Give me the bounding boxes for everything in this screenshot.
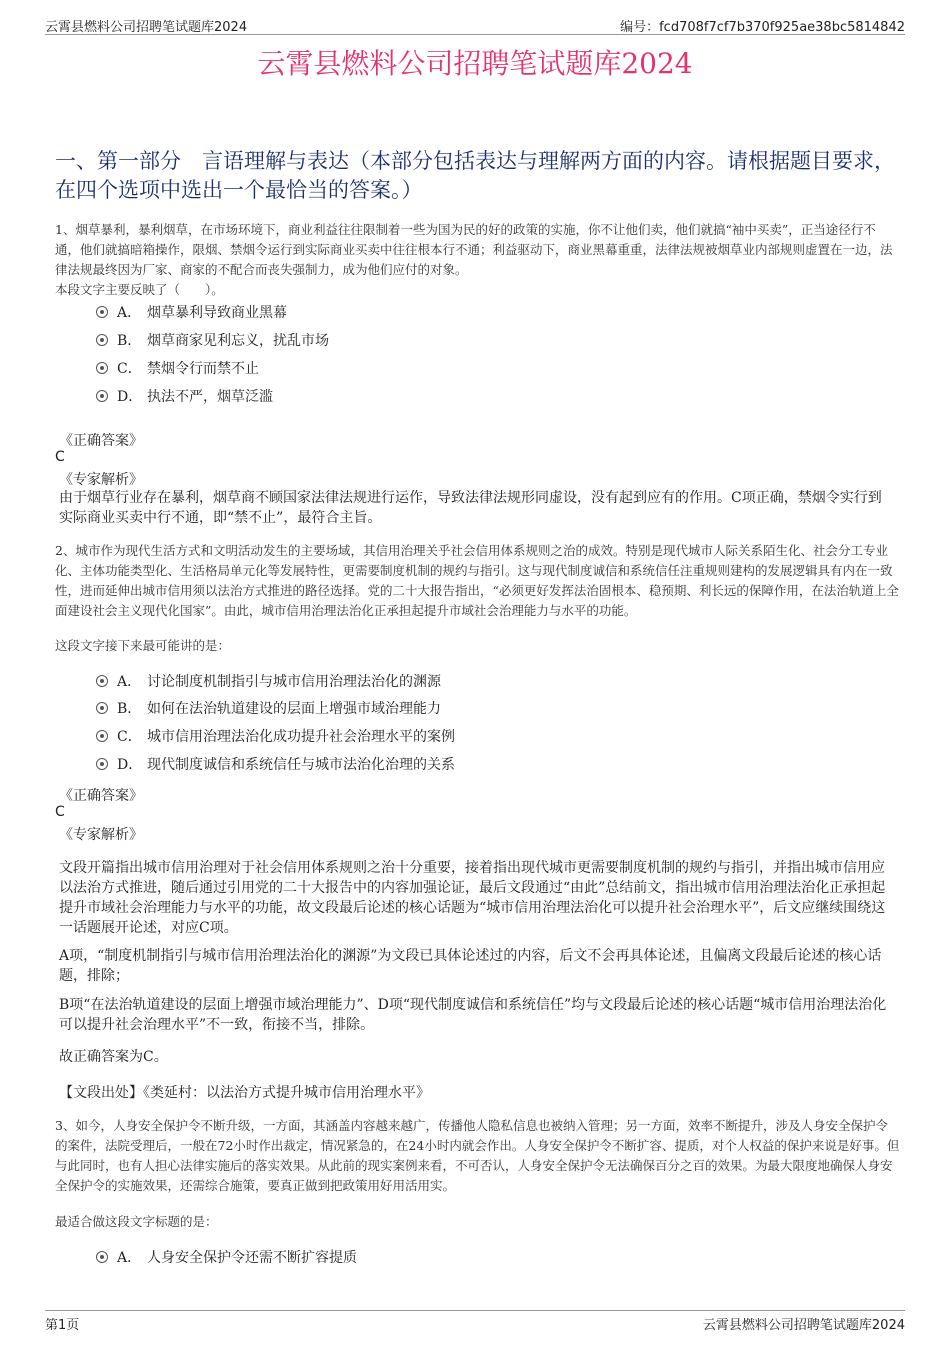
option-letter: D．: [117, 757, 143, 773]
q2-option-c[interactable]: [96, 727, 455, 747]
radio-icon[interactable]: [96, 362, 108, 374]
q2-option-d[interactable]: [96, 755, 455, 775]
q1-analysis-tag: 《专家解析》: [59, 472, 143, 488]
option-text: 烟草暴利导致商业黑幕: [147, 305, 287, 321]
option-text: 城市信用治理法治化成功提升社会治理水平的案例: [147, 729, 455, 745]
q2-analysis-paragraph: A项，“制度机制指引与城市信用治理法治化的渊源”为文段已具体论述过的内容，后文不会再具体论述，且偏离文段最后论述的核心话题，排除；: [59, 948, 882, 984]
radio-icon[interactable]: [96, 702, 108, 714]
question-3-text: 3、如今，人身安全保护令不断升级，一方面，其涵盖内容越来越广，传播他人隐私信息也被纳入管理；另一方面，效率不断提升，涉及人身安全保护令的案件，法院受理后，一般在72小时作出裁定，情况紧急的，在24小时内就会作出。人身安全保护令不断扩容、提质，对个人权益的保护来说是好事。但与此同时，也有人担心法律实施后的落实效果。从此前的现实案例来看，不可否认，人身安全保护令无法确保百分之百的效果。为最大限度地确保人身安全保护令的实施效果，还需综合施策，要真正做到把政策用好用活用实。: [55, 1118, 900, 1193]
q2-option-b[interactable]: [96, 699, 441, 719]
q1-analysis: 由于烟草行业存在暴利，烟草商不顾国家法律法规进行运作，导致法律法规形同虚设，没有起到应有的作用。C项正确，禁烟令实行到实际商业买卖中行不通，即“禁不止”，最符合主旨。: [59, 490, 882, 526]
page-header: [45, 14, 905, 35]
option-letter: A．: [117, 674, 142, 690]
option-letter: C．: [117, 361, 142, 377]
header-doc-title: 云霄县燃料公司招聘笔试题库2024: [45, 20, 248, 35]
header-doc-number: 编号：fcd708f7cf7b370f925ae38bc5814842: [620, 20, 905, 35]
radio-icon[interactable]: [96, 334, 108, 346]
q2-analysis-paragraph: 故正确答案为C。: [59, 1049, 168, 1065]
q2-analysis-paragraph: B项“在法治轨道建设的层面上增强市域治理能力”、D项“现代制度诚信和系统信任”均与文段最后论述的核心话题“城市信用治理法治化可以提升社会治理水平”不一致，衔接不当，排除。: [59, 997, 887, 1033]
q2-analysis-paragraph: 文段开篇指出城市信用治理对于社会信用体系规则之治十分重要，接着指出现代城市更需要制度机制的规约与指引，并指出城市信用应以法治方式推进，随后通过引用党的二十大报告中的内容加强论证，最后文段通过“由此”总结前文，指出城市信用治理法治化正承担起提升市域社会治理能力与水平的功能，故文段最后论述的核心话题为“城市信用治理法治化可以提升社会治理水平”，后文应继续围绕这一话题展开论述，对应C项。: [59, 860, 886, 936]
radio-icon[interactable]: [96, 1251, 108, 1263]
option-text: 烟草商家见利忘义，扰乱市场: [147, 333, 329, 349]
page-number: 第1页: [45, 1318, 80, 1333]
question-1-prompt: 本段文字主要反映了（ ）。: [55, 282, 224, 297]
q1-answer-tag: 《正确答案》: [59, 433, 143, 449]
q3-option-a[interactable]: [96, 1248, 357, 1268]
option-text: 执法不严，烟草泛滥: [147, 389, 273, 405]
option-text: 禁烟令行而禁不止: [147, 361, 259, 377]
q2-answer-tag: 《正确答案》: [59, 788, 143, 804]
option-text: 如何在法治轨道建设的层面上增强市域治理能力: [147, 701, 441, 717]
radio-icon[interactable]: [96, 730, 108, 742]
option-text: 讨论制度机制指引与城市信用治理法治化的渊源: [147, 674, 441, 690]
option-text: 现代制度诚信和系统信任与城市法治化治理的关系: [147, 757, 455, 773]
radio-icon[interactable]: [96, 758, 108, 770]
footer-doc-title: 云霄县燃料公司招聘笔试题库2024: [702, 1318, 905, 1333]
q1-option-c[interactable]: [96, 359, 259, 379]
question-2-text: 2、城市作为现代生活方式和文明活动发生的主要场域，其信用治理关乎社会信用体系规则之治的成效。特别是现代城市人际关系陌生化、社会分工专业化、主体功能类型化、生活格局单元化等发展特性，更需要制度机制的规约与指引。这与现代制度诚信和系统信任注重规则建构的发展逻辑具有内在一致性，进而延伸出城市信用须以法治方式推进的路径选择。党的二十大报告指出，“必须更好发挥法治固根本、稳预期、利长远的保障作用，在法治轨道上全面建设社会主义现代化国家”。由此，城市信用治理法治化正承担起提升市域社会治理能力与水平的功能。: [55, 543, 899, 618]
option-letter: A．: [117, 1250, 142, 1266]
option-letter: B．: [117, 333, 142, 349]
q2-answer: C: [55, 804, 65, 820]
q1-option-a[interactable]: [96, 303, 287, 323]
q2-source: 【文段出处】《类延村：以法治方式提升城市信用治理水平》: [59, 1085, 430, 1101]
q1-option-b[interactable]: [96, 331, 329, 351]
section-heading: 一、第一部分 言语理解与表达（本部分包括表达与理解两方面的内容。请根据题目要求，在四个选项中选出一个最恰当的答案。）: [55, 149, 895, 202]
radio-icon[interactable]: [96, 390, 108, 402]
page-footer: [45, 1310, 905, 1333]
page-title: 云霄县燃料公司招聘笔试题库2024: [257, 47, 693, 80]
option-letter: B．: [117, 701, 142, 717]
q2-option-a[interactable]: [96, 672, 441, 692]
option-text: 人身安全保护令还需不断扩容提质: [147, 1250, 357, 1266]
q2-analysis-tag: 《专家解析》: [59, 827, 143, 843]
q1-answer: C: [55, 449, 65, 465]
option-letter: A．: [117, 305, 142, 321]
radio-icon[interactable]: [96, 306, 108, 318]
radio-icon[interactable]: [96, 675, 108, 687]
q1-option-d[interactable]: [96, 387, 273, 407]
option-letter: D．: [117, 389, 143, 405]
question-2-prompt: 这段文字接下来最可能讲的是：: [55, 638, 231, 653]
question-1-text: 1、烟草暴利，暴利烟草，在市场环境下，商业利益往往限制着一些为国为民的好的政策的实施，你不让他们卖，他们就搞“袖中买卖”，正当途径行不通，他们就搞暗箱操作，限烟、禁烟令运行到实际商业买卖中往往根本行不通；利益驱动下，商业黑幕重重，法律法规被烟草业内部规则虚置在一边，法律法规最终因为厂家、商家的不配合而丧失强制力，成为他们应付的对象。: [55, 222, 893, 277]
question-3-prompt: 最适合做这段文字标题的是：: [55, 1214, 218, 1229]
option-letter: C．: [117, 729, 142, 745]
